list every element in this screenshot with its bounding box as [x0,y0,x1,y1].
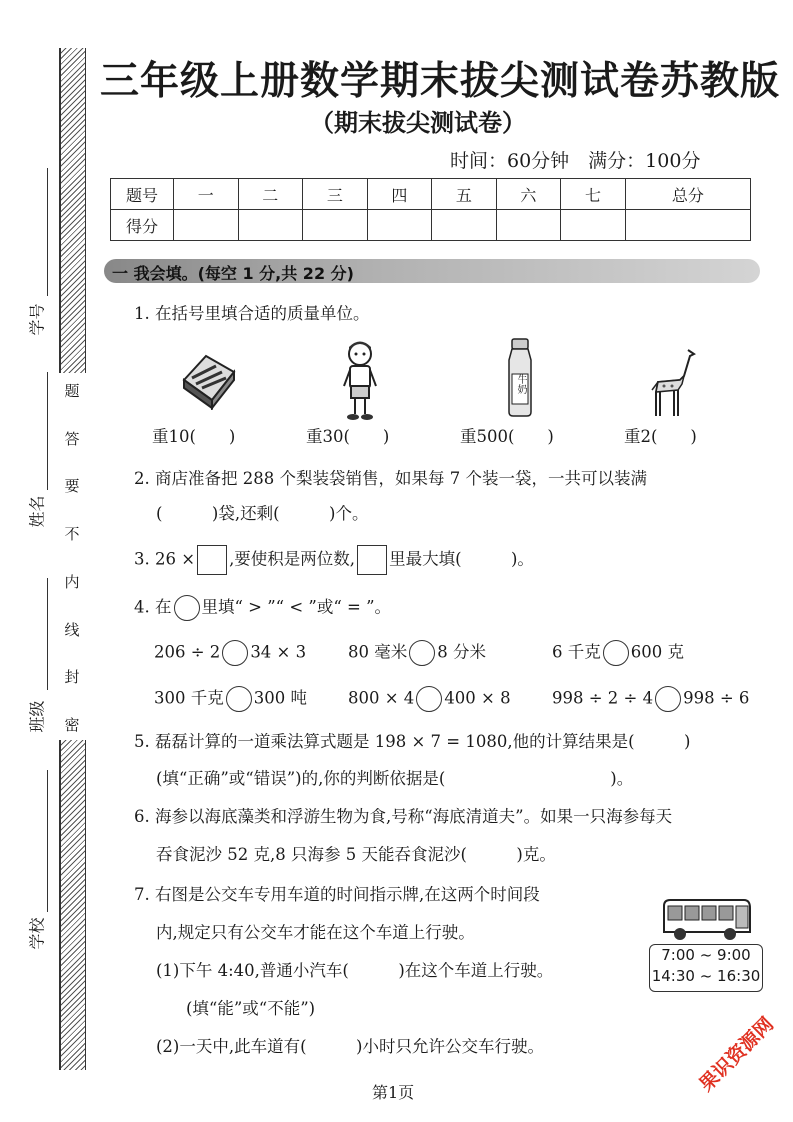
q4-left: 80 毫米 [348,642,408,662]
score-header-row [111,179,751,210]
field-line-school[interactable] [47,770,48,912]
q3-part1: 3. 26 × [134,549,196,569]
notice-char: 答 [64,429,80,448]
milk-label: 牛奶 [515,374,526,394]
question-7-sub1-hint: (填“能”或“不能”) [186,999,316,1018]
q1-item-milk: 重500( ) [460,427,554,446]
q1-item-giraffe: 重2( ) [624,427,697,446]
question-7-sub2: (2)一天中,此车道有( )小时只允许公交车行驶。 [156,1037,544,1056]
question-2-line1: 2. 商店准备把 288 个梨装袋销售，如果每 7 个装一袋，一共可以装满 [134,469,647,488]
compare-circle[interactable] [222,640,248,666]
field-line-student-id[interactable] [47,168,48,296]
q4-compare-4 [154,686,307,712]
q3-part2: ,要使积是两位数, [229,549,356,569]
notice-char: 线 [64,620,80,639]
q4-left: 998 ÷ 2 ÷ 4 [552,688,654,708]
sign-time-afternoon: 14:30 ~ 16:30 [651,967,761,985]
q4-compare-1 [154,640,306,666]
q3-answer-box[interactable] [197,545,227,575]
field-label-student-id: 学号 [27,303,47,336]
q4-part2: 里填“ > ”“ < ”或“ = ”。 [201,597,392,617]
boy-icon [340,340,380,422]
q4-part1: 4. 在 [134,597,172,617]
q4-compare-2 [348,640,486,666]
q4-left: 206 ÷ 2 [154,642,221,662]
score-cell[interactable] [496,210,561,241]
question-1: 1. 在括号里填合适的质量单位。 [134,304,370,323]
q4-right: 998 ÷ 6 [683,688,750,708]
q4-left: 800 × 4 [348,688,415,708]
score-header-cell: 四 [367,179,432,210]
notice-char: 题 [64,382,80,400]
q4-left: 300 千克 [154,688,224,708]
score-header-cell: 三 [303,179,368,210]
time-info: 时间：60分钟 满分：100分 [450,150,701,172]
question-5-line2: (填“正确”或“错误”)的,你的判断依据是( )。 [156,769,634,788]
score-header-cell: 二 [238,179,303,210]
page-title: 三年级上册数学期末拔尖测试卷苏教版 [100,59,781,104]
notice-char: 要 [64,477,80,496]
question-7-sub1: (1)下午 4:40,普通小汽车( )在这个车道上行驶。 [156,961,554,980]
score-cell[interactable] [303,210,368,241]
q4-compare-6 [552,686,749,712]
q4-right: 300 吨 [253,688,307,708]
q4-right: 600 克 [630,642,684,662]
q4-left: 6 千克 [552,642,601,662]
score-header-cell: 七 [561,179,626,210]
watermark: 果识资源网 [695,1013,778,1096]
notice-char: 封 [64,668,80,687]
q4-compare-3 [552,640,684,666]
q4-right: 400 × 8 [444,688,511,708]
q4-compare-5 [348,686,511,712]
field-label-name: 姓名 [27,495,47,528]
question-2-line2: ( )袋,还剩( )个。 [156,504,369,523]
question-4 [134,595,391,621]
field-line-name[interactable] [47,372,48,490]
score-cell[interactable] [238,210,303,241]
field-line-class[interactable] [47,578,48,690]
score-cell[interactable] [625,210,750,241]
q3-part3: 里最大填( )。 [389,549,534,569]
score-header-cell: 五 [432,179,497,210]
score-cell[interactable] [432,210,497,241]
chocolate-icon [176,350,240,410]
compare-circle[interactable] [603,640,629,666]
question-6-line1: 6. 海参以海底藻类和浮游生物为食,号称“海底清道夫”。如果一只海参每天 [134,807,673,826]
question-3 [134,545,534,575]
score-cell[interactable] [561,210,626,241]
binding-notice [64,380,80,735]
question-6-line2: 吞食泥沙 52 克,8 只海参 5 天能吞食泥沙( )克。 [156,845,556,864]
score-header-cell: 一 [174,179,239,210]
score-header-cell: 总分 [625,179,750,210]
score-row [111,210,751,241]
page-number: 第1页 [372,1083,415,1102]
question-5-line1: 5. 磊磊计算的一道乘法算式题是 198 × 7 = 1080,他的计算结果是( ) [134,732,691,751]
bus-icon [660,898,752,942]
score-header-cell: 六 [496,179,561,210]
page-subtitle: （期末拔尖测试卷） [310,109,526,137]
notice-char: 密 [64,715,80,734]
milk-bottle-icon [503,338,537,418]
score-cell[interactable] [174,210,239,241]
compare-circle[interactable] [226,686,252,712]
q3-answer-box[interactable] [357,545,387,575]
section-title: 一 我会填。(每空 1 分,共 22 分) [112,264,354,283]
q1-item-boy: 重30( ) [306,427,390,446]
field-label-class: 班级 [27,700,47,733]
q4-right: 8 分米 [437,642,486,662]
question-7-line1: 7. 右图是公交车专用车道的时间指示牌,在这两个时间段 [134,885,540,904]
q1-item-chocolate: 重10( ) [152,427,236,446]
score-table [110,178,751,241]
compare-circle[interactable] [416,686,442,712]
time-sign [649,944,763,992]
q4-circle-icon [174,595,200,621]
score-row-label: 得分 [111,210,174,241]
compare-circle[interactable] [655,686,681,712]
binding-hatch-top [59,48,86,373]
score-header-cell: 题号 [111,179,174,210]
score-cell[interactable] [367,210,432,241]
notice-char: 不 [64,525,80,544]
field-label-school: 学校 [27,917,47,950]
sign-time-morning: 7:00 ~ 9:00 [661,946,751,964]
q4-right: 34 × 3 [250,642,307,662]
question-7-line2: 内,规定只有公交车才能在这个车道上行驶。 [156,923,475,942]
compare-circle[interactable] [409,640,435,666]
giraffe-icon [648,346,700,418]
binding-hatch-bottom [59,740,86,1070]
notice-char: 内 [64,572,80,591]
